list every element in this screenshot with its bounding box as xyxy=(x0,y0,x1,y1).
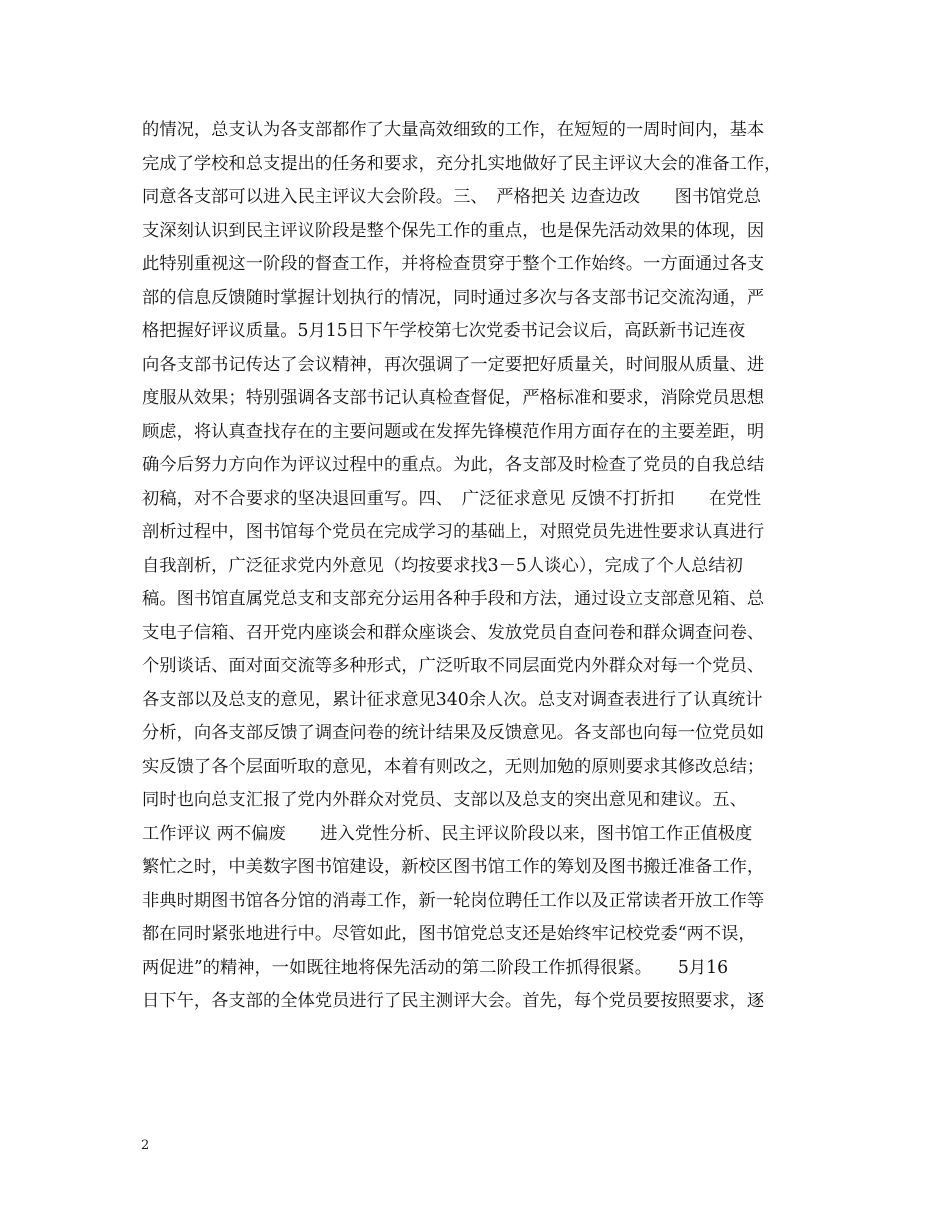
text-line: 部的信息反馈随时掌握计划执行的情况，同时通过多次与各支部书记交流沟通，严 xyxy=(142,287,765,308)
text-line: 日下午，各支部的全体党员进行了民主测评大会。首先，每个党员要按照要求，逐 xyxy=(142,991,765,1011)
text-line: 繁忙之时，中美数字图书馆建设，新校区图书馆工作的筹划及图书搬迁准备工作， xyxy=(142,857,765,877)
text-line: 剖析过程中，图书馆每个党员在完成学习的基础上，对照党员先进性要求认真进行 xyxy=(142,522,765,542)
text-line: 同意各支部可以进入民主评议大会阶段。三、 严格把关 边查边改 图书馆党总 xyxy=(142,187,761,207)
text-line: 度服从效果；特别强调各支部书记认真检查督促，严格标准和要求，消除党员思想 xyxy=(142,388,765,408)
text-line: 支深刻认识到民主评议阶段是整个保先工作的重点，也是保先活动效果的体现，因 xyxy=(142,220,765,241)
text-line: 顾虑，将认真查找存在的主要问题或在发挥先锋模范作用方面存在的主要差距，明 xyxy=(142,421,765,442)
text-line: 向各支部书记传达了会议精神，再次强调了一定要把好质量关，时间服从质量、进 xyxy=(142,354,765,375)
text-line: 稿。图书馆直属党总支和支部充分运用各种手段和方法，通过设立支部意见箱、总 xyxy=(142,589,765,609)
text-line: 工作评议 两不偏废 进入党性分析、民主评议阶段以来，图书馆工作正值极度 xyxy=(142,823,753,844)
text-line: 格把握好评议质量。5月15日下午学校第七次党委书记会议后，高跃新书记连夜 xyxy=(142,321,746,341)
text-line: 初稿，对不合要求的坚决退回重写。四、 广泛征求意见 反馈不打折扣 在党性 xyxy=(142,488,761,509)
text-line: 实反馈了各个层面听取的意见，本着有则改之，无则加勉的原则要求其修改总结； xyxy=(142,756,765,777)
text-line: 个别谈话、面对面交流等多种形式，广泛听取不同层面党内外群众对每一个党员、 xyxy=(142,656,765,676)
text-line: 完成了学校和总支提出的任务和要求，充分扎实地做好了民主评议大会的准备工作， xyxy=(142,153,782,174)
text-line: 分析，向各支部反馈了调查问卷的统计结果及反馈意见。各支部也向每一位党员如 xyxy=(142,723,765,743)
body-text xyxy=(142,114,822,1019)
text-line: 都在同时紧张地进行中。尽管如此，图书馆党总支还是始终牢记校党委“两不误， xyxy=(142,924,756,944)
text-line: 确今后努力方向作为评议过程中的重点。为此，各支部及时检查了党员的自我总结 xyxy=(142,455,765,475)
text-line: 非典时期图书馆各分馆的消毒工作，新一轮岗位聘任工作以及正常读者开放工作等 xyxy=(142,890,765,911)
text-line: 的情况，总支认为各支部都作了大量高效细致的工作，在短短的一周时间内，基本 xyxy=(142,120,765,140)
text-line: 同时也向总支汇报了党内外群众对党员、支部以及总支的突出意见和建议。五、 xyxy=(142,790,747,810)
text-line: 两促进”的精神，一如既往地将保先活动的第二阶段工作抓得很紧。 5月16 xyxy=(142,957,729,978)
text-line: 各支部以及总支的意见，累计征求意见340余人次。总支对调查表进行了认真统计 xyxy=(142,689,763,710)
text-line: 支电子信箱、召开党内座谈会和群众座谈会、发放党员自查问卷和群众调查问卷、 xyxy=(142,622,765,643)
page-number: 2 xyxy=(141,1138,150,1153)
text-line: 此特别重视这一阶段的督查工作，并将检查贯穿于整个工作始终。一方面通过各支 xyxy=(142,254,765,274)
text-line: 自我剖析，广泛征求党内外意见（均按要求找3－5人谈心），完成了个人总结初 xyxy=(142,555,743,576)
